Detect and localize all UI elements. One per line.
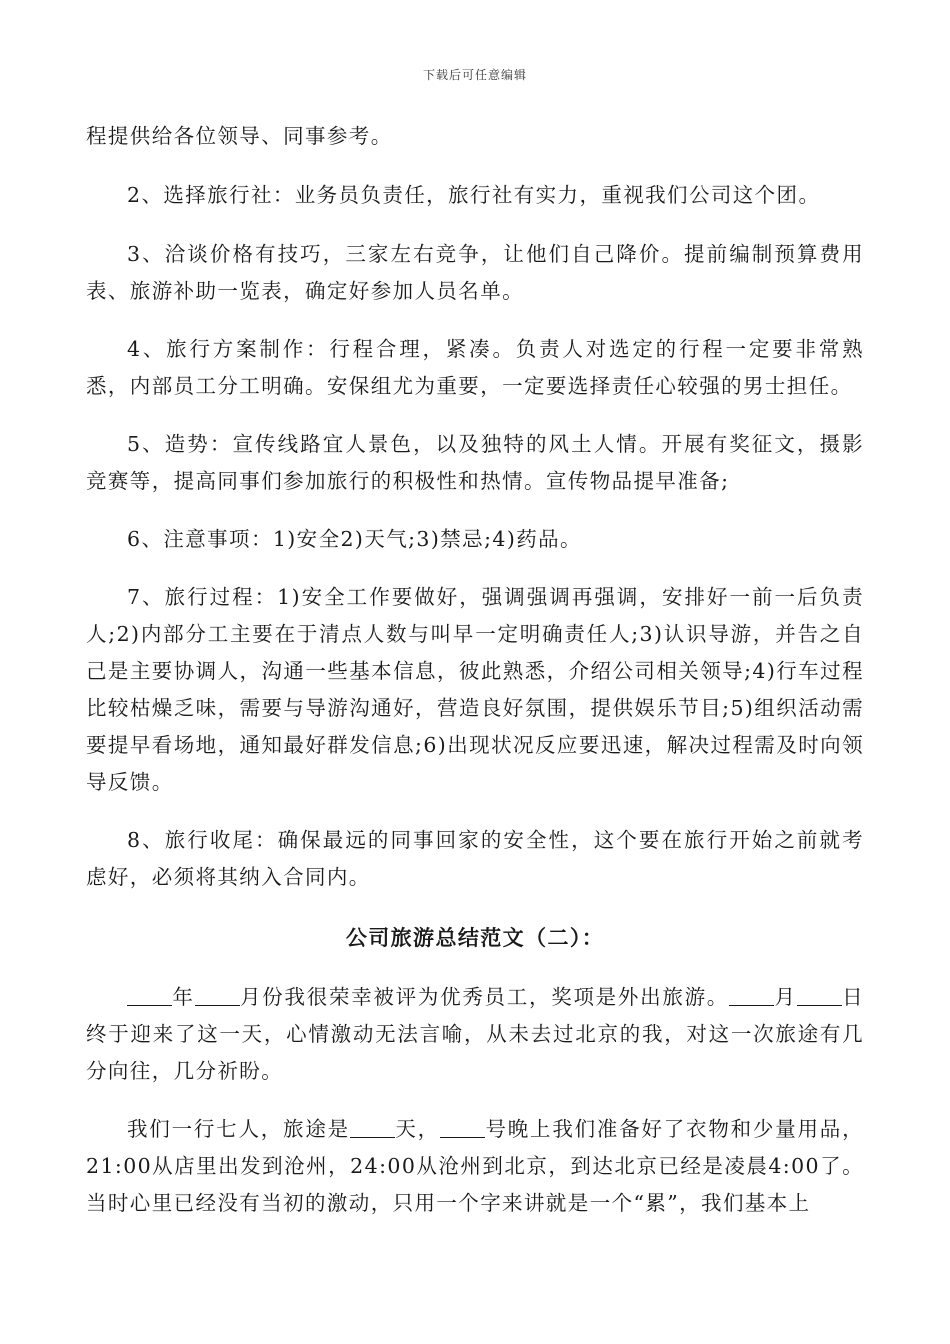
text-run: 月 [774,985,797,1009]
paragraph-item-6: 6、注意事项：1)安全2)天气;3)禁忌;4)药品。 [127,527,582,551]
document-body [86,118,864,1222]
paragraph-item-3: 3、洽谈价格有技巧，三家左右竞争，让他们自己降价。提前编制预算费用表、旅游补助一览表，确定好参加人员名单。 [86,242,864,303]
paragraph-item-8: 8、旅行收尾：确保最远的同事回家的安全性，这个要在旅行开始之前就考虑好，必须将其纳入合同内。 [86,828,864,889]
text-run: 号晚上我们准备好了衣物和少量用品，21:00从店里出发到沧州，24:00从沧州到北京，到达北京已经是凌晨4:00了。当时心里已经没有当初的激动，只用一个字来讲就是一个“累”，我们基本上 [86,1117,864,1215]
text-run: 年 [172,985,195,1009]
blank-month [729,985,774,1007]
paragraph-trip [86,1111,864,1222]
paragraph-award [86,979,864,1090]
text-run: 月份我很荣幸被评为优秀员工，奖项是外出旅游。 [239,985,730,1009]
paragraph-item-7: 7、旅行过程：1)安全工作要做好，强调强调再强调，安排好一前一后负责人;2)内部分工主要在于清点人数与叫早一定明确责任人;3)认识导游，并告之自己是主要协调人，沟通一些基本信息，彼此熟悉，介绍公司相关领导;4)行车过程比较枯燥乏味，需要与导游沟通好，营造良好氛围，提供娱乐节目;5)组织活动需要提早看场地，通知最好群发信息;6)出现状况反应要迅速，解决过程需及时向领导反馈。 [86,585,864,794]
blank-day [797,985,842,1007]
text-run: 日终于迎来了这一天，心情激动无法言喻，从未去过北京的我，对这一次旅途有几分向往，几分祈盼。 [86,985,865,1083]
text-run: 天， [395,1117,440,1141]
section-heading: 公司旅游总结范文（二）： [345,925,605,950]
paragraph-continuation: 程提供给各位领导、同事参考。 [86,124,393,148]
text-run: 我们一行七人，旅途是 [127,1117,350,1141]
blank-month [195,985,240,1007]
paragraph-item-2: 2、选择旅行社：业务员负责任，旅行社有实力，重视我们公司这个团。 [127,183,821,207]
paragraph-item-4: 4、旅行方案制作：行程合理，紧凑。负责人对选定的行程一定要非常熟悉，内部员工分工明确。安保组尤为重要，一定要选择责任心较强的男士担任。 [86,337,864,398]
paragraph-item-5: 5、造势：宣传线路宜人景色，以及独特的风土人情。开展有奖征文，摄影竞赛等，提高同事们参加旅行的积极性和热情。宣传物品提早准备; [86,432,864,493]
blank-date [440,1117,485,1139]
blank-year [127,985,172,1007]
page-header: 下载后可任意编辑 [422,68,527,82]
blank-days [350,1117,395,1139]
